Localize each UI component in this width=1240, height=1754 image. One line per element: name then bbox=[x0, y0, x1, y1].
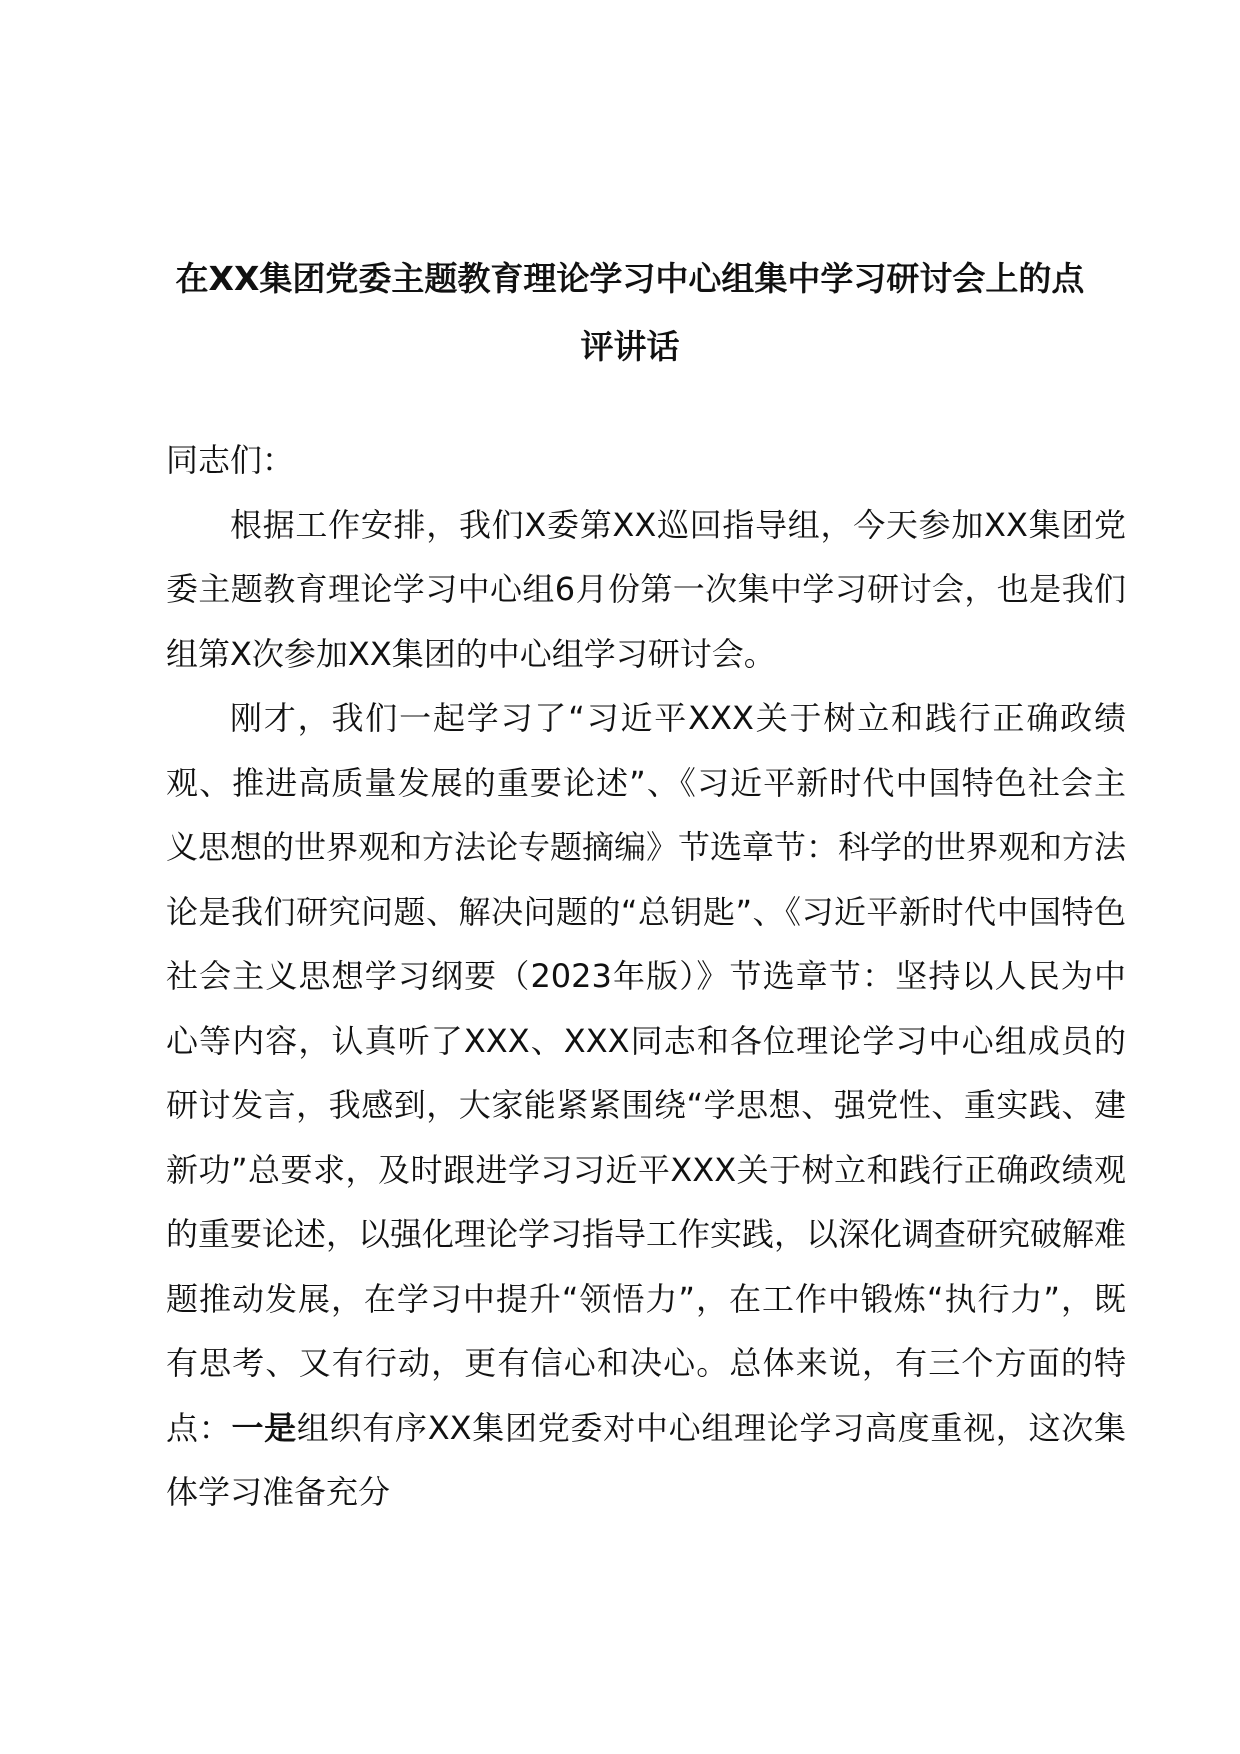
paragraph-2-emphasis: 一是 bbox=[231, 1408, 297, 1447]
salutation: 同志们： bbox=[166, 441, 295, 479]
paragraph-2-text-before: 刚才，我们一起学习了“习近平XXX关于树立和践行正确政绩观、推进高质量发展的重要论述”、《习近平新时代中国特色社会主义思想的世界观和方法论专题摘编》节选章节：科学的世界观和方法论是我们研究问题、解决问题的“总钥匙”、《习近平新时代中国特色社会主义思想学习纲要（2023年版）》节选章节：坚持以人民为中心等内容，认真听了XXX、XXX同志和各位理论学习中心组成员的研讨发言，我感到，大家能紧紧围绕“学思想、强党性、重实践、建新功”总要求，及时跟进学习习近平XXX关于树立和践行正确政绩观的重要论述，以强化理论学习指导工作实践，以深化调查研究破解难题推动发展，在学习中提升“领悟力”，在工作中锻炼“执行力”，既有思考、又有行动，更有信心和决心。总体来说，有三个方面的特点： bbox=[166, 699, 1127, 1447]
document-body bbox=[166, 428, 1126, 1525]
paragraph-2 bbox=[166, 686, 1126, 1525]
paragraph-1: 根据工作安排，我们X委第XX巡回指导组，今天参加XX集团党委主题教育理论学习中心组6月份第一次集中学习研讨会，也是我们组第X次参加XX集团的中心组学习研讨会。 bbox=[166, 505, 1126, 673]
document-title: 在XX集团党委主题教育理论学习中心组集中学习研讨会上的点评讲话 bbox=[175, 259, 1085, 366]
paragraph-2-text-after: 组织有序XX集团党委对中心组理论学习高度重视，这次集体学习准备充分 bbox=[166, 1408, 1126, 1511]
